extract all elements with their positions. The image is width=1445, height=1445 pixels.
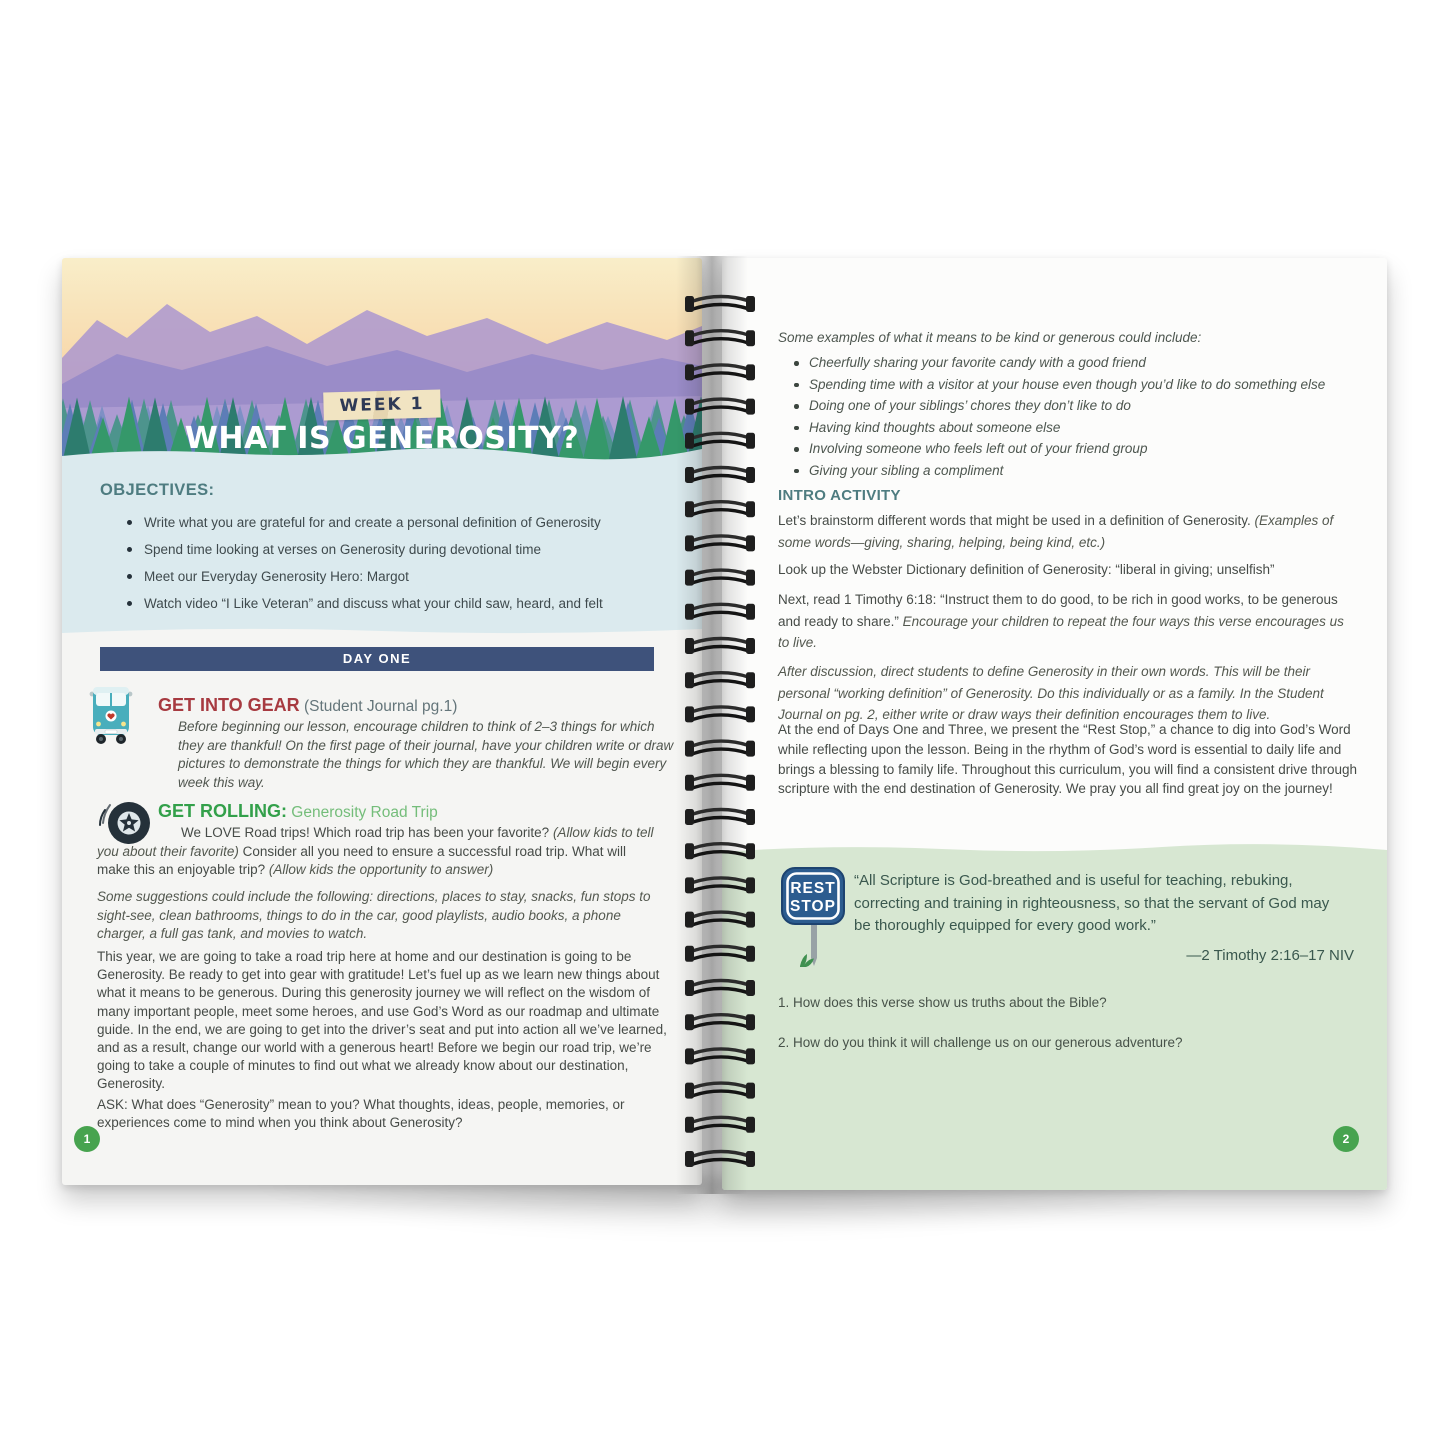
objectives-heading: OBJECTIVES:: [100, 481, 215, 499]
objective-item: Meet our Everyday Generosity Hero: Margot: [126, 563, 686, 590]
ask-paragraph: ASK: What does “Generosity” mean to you? What thoughts, ideas, people, memories, or experiences come to mind when you think about Generosity?: [97, 1097, 625, 1131]
right-page: [722, 258, 1387, 1190]
example-item: Having kind thoughts about someone else: [794, 417, 1356, 439]
spiral-binding: [684, 258, 756, 1192]
student-journal-ref: (Student Journal pg.1): [299, 698, 458, 715]
rest-stop-sign-icon: [780, 862, 848, 980]
suggestions-paragraph: Some suggestions could include the following: directions, places to stay, snacks, fun stops to sight-see, clean bathrooms, things to do in the car, good playlists, audio books, a phone charger, a full gas tank, and movies to watch.: [97, 889, 651, 942]
get-into-gear-body: Before beginning our lesson, encourage children to think of 2–3 things for which they are thankful! On the first page of their journal, have your children write or draw pictures to demonstrate the things for which they are thankful. We will begin every week this way.: [178, 719, 674, 790]
objectives-list: [126, 509, 686, 617]
get-into-gear-heading: GET INTO GEAR (Student Journal pg.1): [158, 695, 458, 715]
rest-stop-panel-wave: [722, 842, 1387, 856]
intro-activity-paragraph-5: At the end of Days One and Three, we present the “Rest Stop,” a chance to dig into God’s Word while reflecting upon the lesson. Being in the rhythm of God’s word is essential to daily life and brings a blessing to family life. Throughout this curriculum, you will find a consistent drive through scripture with the end destination of Generosity. We pray you all find great joy on the journey!: [778, 722, 1358, 797]
intro-activity-paragraph-3: Next, read 1 Timothy 6:18: “Instruct them to do good, to be rich in good works, to be generous and ready to share.” Encourage your children to repeat the four ways this verse encourages us to live.: [778, 592, 1344, 650]
intro-activity-paragraph-2: Look up the Webster Dictionary definition of Generosity: “liberal in giving; unselfish”: [778, 562, 1275, 577]
road-trip-paragraph: This year, we are going to take a road trip here at home and our destination is going to be Generosity. Be ready to get into gear with gratitude! Let’s fuel up as we learn new things about what it means to be generous. During this generosity journey we will reflect on the wisdom of many important people, meet some heroes, and use God’s Word as our roadmap and ultimate guide. In the end, we are going to get into the driver’s seat and put into action all we’ve learned, and as a result, change our world with a generous heart! Before we begin our road trip, we’re going to take a couple of minutes to find out what we already know about our destination, Generosity.: [97, 949, 667, 1092]
rest-stop-question-2: 2. How do you think it will challenge us on our generous adventure?: [778, 1035, 1183, 1050]
camper-van-icon: [88, 682, 134, 746]
intro-activity-heading: INTRO ACTIVITY: [778, 487, 901, 504]
open-spiral-book: [62, 258, 1387, 1192]
examples-intro: Some examples of what it means to be kind or generous could include:: [778, 330, 1202, 345]
scripture-attribution: —2 Timothy 2:16–17 NIV: [1186, 947, 1354, 964]
intro-activity-paragraph-4: After discussion, direct students to define Generosity in their own words. This will be their personal “working definition” of Generosity. Do this individually or as a family. In the Student Journal on pg. 2, either write or draw ways their definition encourages them to live.: [778, 664, 1324, 722]
get-rolling-heading: GET ROLLING: Generosity Road Trip: [158, 801, 438, 821]
generosity-road-trip-label: Generosity Road Trip: [287, 804, 438, 821]
objective-item: Write what you are grateful for and create a personal definition of Generosity: [126, 509, 686, 536]
svg-text:REST: REST: [790, 880, 836, 897]
objective-item: Spend time looking at verses on Generosity during devotional time: [126, 536, 686, 563]
lesson-title: WHAT IS GENEROSITY?: [184, 421, 580, 456]
band-bottom-wave: [62, 625, 702, 637]
week-badge: WEEK 1: [323, 389, 441, 420]
examples-list: [794, 352, 1356, 481]
intro-activity-paragraph-1: Let’s brainstorm different words that might be used in a definition of Generosity. (Examples of some words—giving, sharing, helping, being kind, etc.): [778, 513, 1334, 550]
example-item: Doing one of your siblings’ chores they don’t like to do: [794, 395, 1356, 417]
example-item: Cheerfully sharing your favorite candy with a good friend: [794, 352, 1356, 374]
day-one-banner: DAY ONE: [100, 647, 654, 671]
example-item: Spending time with a visitor at your house even though you’d like to do something else: [794, 374, 1356, 396]
objective-item: Watch video “I Like Veteran” and discuss what your child saw, heard, and felt: [126, 590, 686, 617]
example-item: Giving your sibling a compliment: [794, 460, 1356, 482]
example-item: Involving someone who feels left out of your friend group: [794, 438, 1356, 460]
get-rolling-paragraph: We LOVE Road trips! Which road trip has been your favorite? (Allow kids to tell you about their favorite) Consider all you need to ensure a successful road trip. What will make this an enjoyable trip? (Allow kids the opportunity to answer): [97, 825, 654, 878]
svg-text:STOP: STOP: [790, 898, 836, 915]
page-number-1: 1: [74, 1126, 100, 1152]
page-number-2: 2: [1333, 1126, 1359, 1152]
left-page: [62, 258, 702, 1185]
scripture-quote: “All Scripture is God-breathed and is useful for teaching, rebuking, correcting and training in righteousness, so that the servant of God may be thoroughly equipped for every good work.”: [854, 872, 1330, 934]
rest-stop-question-1: 1. How does this verse show us truths about the Bible?: [778, 995, 1107, 1010]
